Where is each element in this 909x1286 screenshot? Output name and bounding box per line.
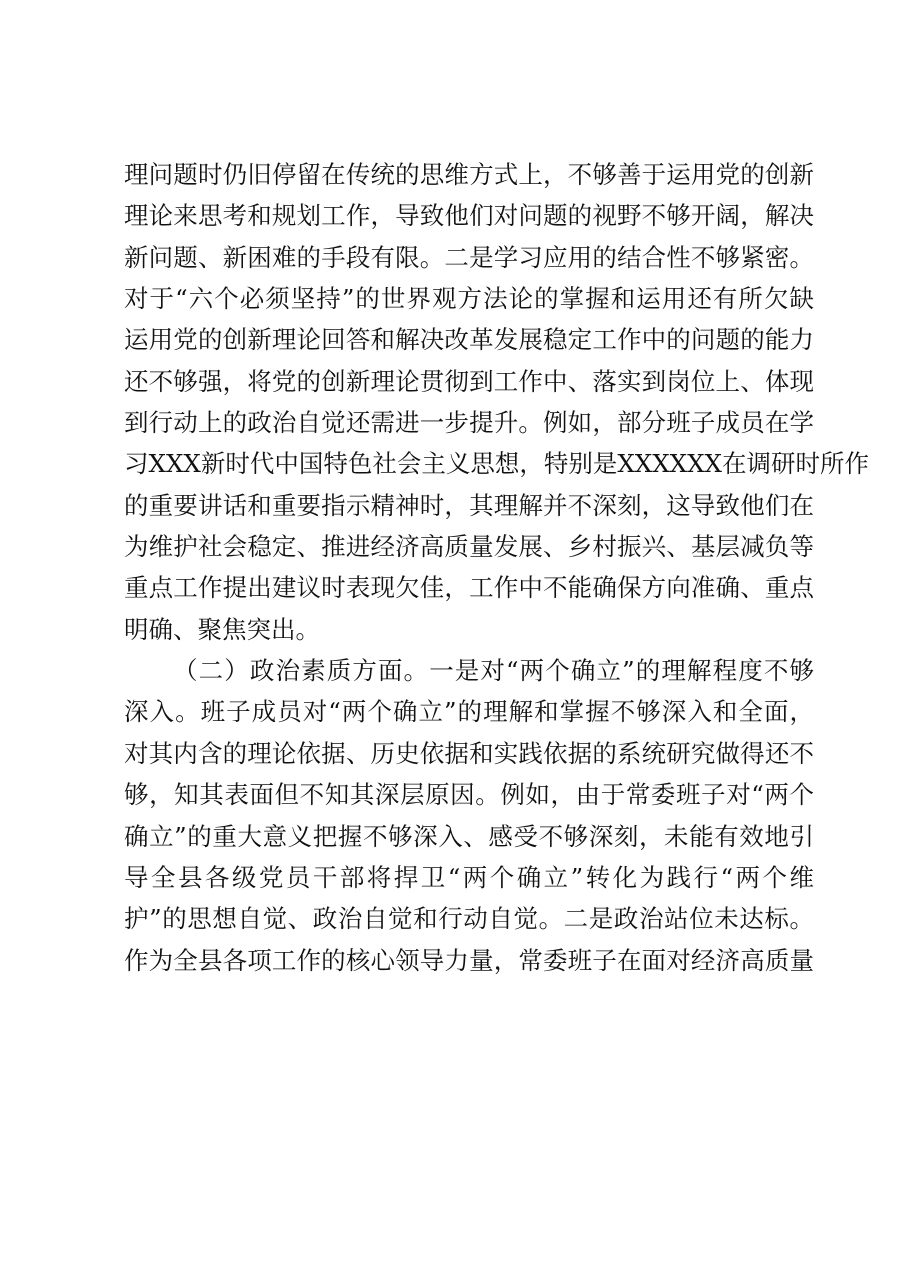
text-line: 重点工作提出建议时表现欠佳，工作中不能确保方向准确、重点 [124,573,814,603]
text-line: 够，知其表面但不知其深层原因。例如，由于常委班子对“两个 [124,780,814,810]
section-heading: （二）政治素质方面。 [173,656,430,686]
text-line: 护”的思想自觉、政治自觉和行动自觉。二是政治站位未达标。 [124,904,814,934]
text-line: 还不够强，将党的创新理论贯彻到工作中、落实到岗位上、体现 [124,366,814,396]
text-line: 到行动上的政治自觉还需进一步提升。例如，部分班子成员在学 [124,408,814,438]
text-line: 确立”的重大意义把握不够深入、感受不够深刻，未能有效地引 [124,821,814,851]
text-line: 导全县各级党员干部将捍卫“两个确立”转化为践行“两个维 [124,862,814,892]
text-line: 运用党的创新理论回答和解决改革发展稳定工作中的问题的能力 [124,325,814,355]
text-line: 习XXX新时代中国特色社会主义思想，特别是XXXXXX在调研时所作 [124,449,869,479]
text-line: 明确、聚焦突出。 [124,614,320,644]
text-line: 为维护社会稳定、推进经济高质量发展、乡村振兴、基层减负等 [124,532,814,562]
paragraph-2 [124,650,814,981]
text-line: 理论来思考和规划工作，导致他们对问题的视野不够开阔，解决 [124,201,814,231]
paragraph-first-line [124,650,814,691]
text-line: 新问题、新困难的手段有限。二是学习应用的结合性不够紧密。 [124,242,814,272]
paragraph-1 [124,154,869,650]
text-line: 对于“六个必须坚持”的世界观方法论的掌握和运用还有所欠缺 [124,284,814,314]
text-run: 一是对“两个确立”的理解程度不够 [429,656,814,686]
text-line: 对其内含的理论依据、历史依据和实践依据的系统研究做得还不 [124,738,814,768]
text-line: 理问题时仍旧停留在传统的思维方式上，不够善于运用党的创新 [124,160,814,189]
text-line: 深入。班子成员对“两个确立”的理解和掌握不够深入和全面， [124,697,814,727]
document-body [124,154,869,981]
text-line: 作为全县各项工作的核心领导力量，常委班子在面对经济高质量 [124,945,814,975]
text-line: 的重要讲话和重要指示精神时，其理解并不深刻，这导致他们在 [124,490,814,520]
